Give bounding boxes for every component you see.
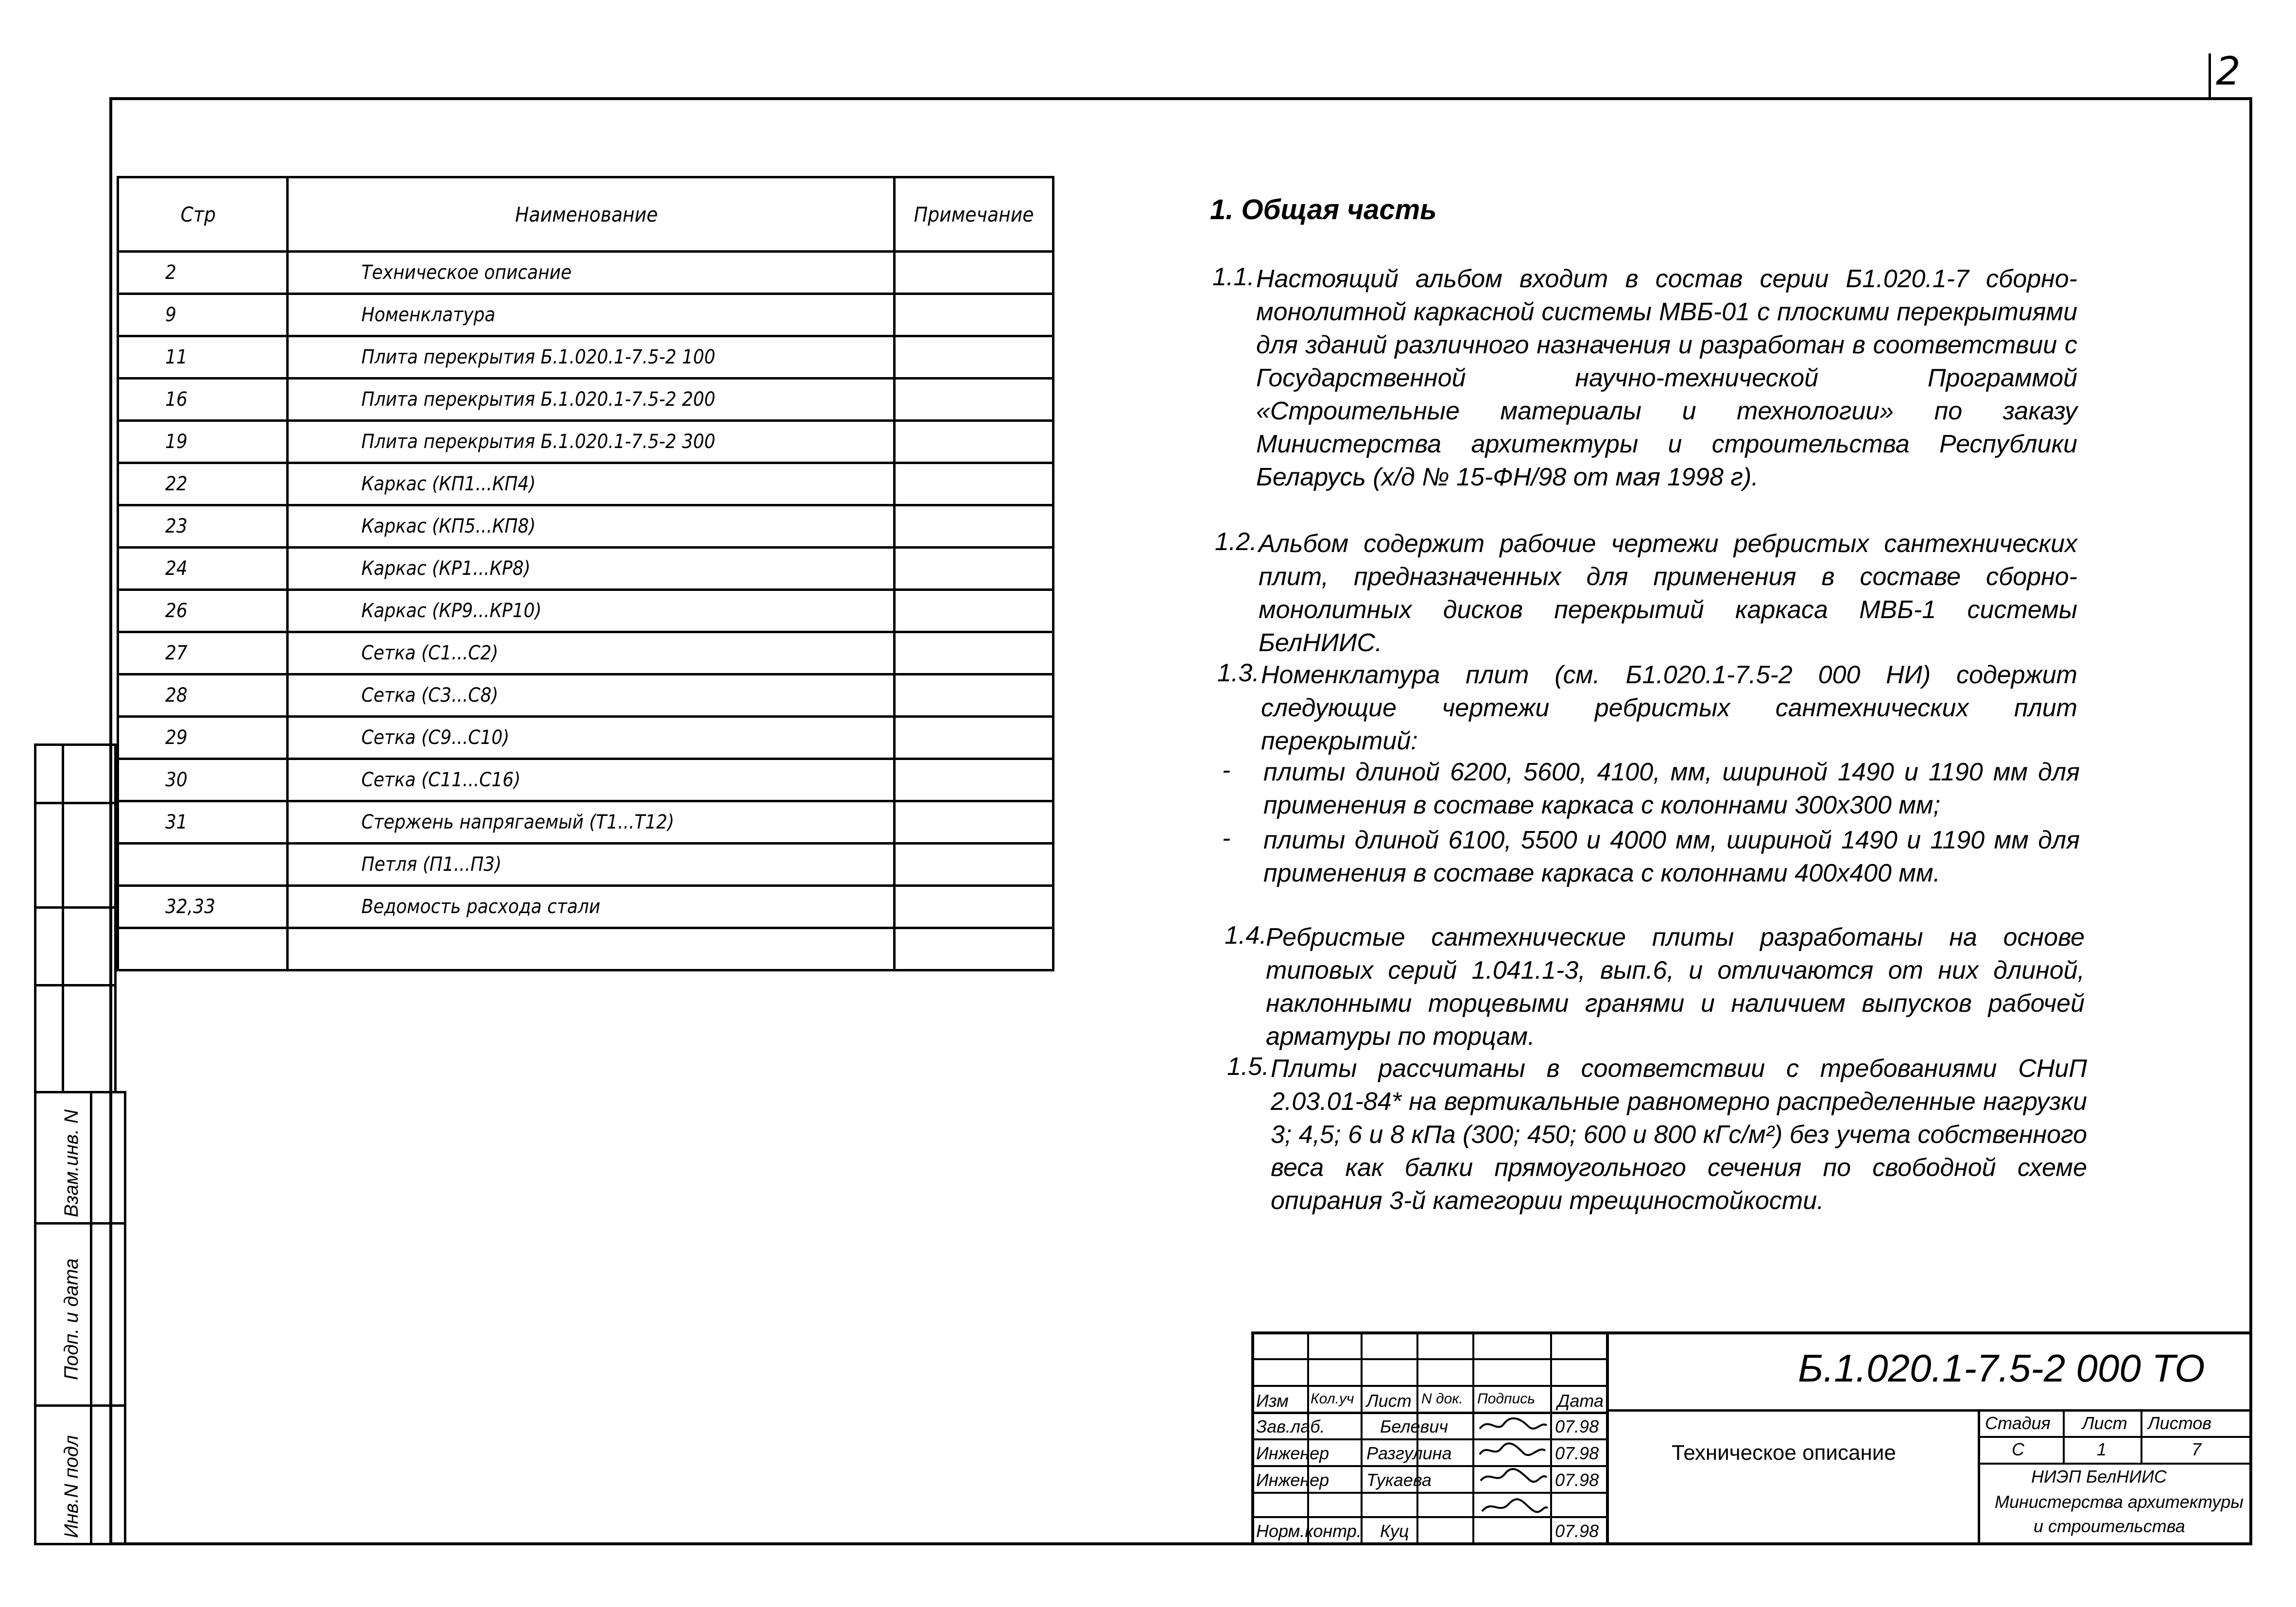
table-row — [118, 801, 1053, 844]
row-page: 11 — [118, 336, 288, 379]
row-name: Каркас (КП5...КП8) — [287, 505, 895, 548]
document-designation: Б.1.020.1-7.5-2 000 ТО — [1798, 1347, 2205, 1390]
table-row — [118, 632, 1053, 674]
person-name: Белевич — [1380, 1417, 1449, 1436]
row-page: 30 — [118, 759, 288, 801]
row-page: 27 — [118, 632, 288, 674]
org-line: Министерства архитектуры — [1995, 1492, 2244, 1512]
row-page — [118, 928, 288, 970]
row-page: 29 — [118, 717, 288, 759]
contents-header-row — [118, 177, 1053, 252]
row-note — [895, 463, 1053, 505]
row-note — [895, 801, 1053, 844]
contents-table — [117, 176, 1054, 971]
row-note — [895, 421, 1053, 463]
table-row — [118, 463, 1053, 505]
sheets-total-value: 7 — [2192, 1439, 2202, 1459]
header-name: Наименование — [287, 177, 895, 252]
list-item-300: плиты длиной 6200, 5600, 4100, мм, шириной 1490 и 1190 мм для применения в составе каркаса с колоннами 300х300 мм; — [1263, 758, 2080, 819]
paragraph-1-4: Ребристые сантехнические плиты разработаны на основе типовых серий 1.041.1-3, вып.6, и отличаются от них длиной, наклонными торцевыми гранями и наличием выпусков рабочей арматуры по торцам. — [1266, 923, 2085, 1051]
row-name: Номенклатура — [287, 294, 895, 336]
sheet-number-bar — [2209, 53, 2211, 100]
row-name: Каркас (КП1...КП4) — [287, 463, 895, 505]
row-note — [895, 590, 1053, 632]
row-page: 16 — [118, 379, 288, 421]
row-note — [895, 886, 1053, 928]
row-note — [895, 548, 1053, 590]
document-title: Техническое описание — [1672, 1441, 1896, 1465]
side-label-replace: Взам.инв. N — [61, 1109, 82, 1217]
table-row — [118, 505, 1053, 548]
row-page — [118, 844, 288, 886]
col-header: Подпись — [1477, 1391, 1535, 1407]
item-number: 1.2. — [1215, 528, 1257, 556]
row-note — [895, 252, 1053, 294]
sheet-value: 1 — [2097, 1439, 2107, 1459]
col-header: Кол.уч — [1311, 1391, 1354, 1407]
stage-value: С — [2012, 1439, 2024, 1459]
row-page: 23 — [118, 505, 288, 548]
table-row — [118, 886, 1053, 928]
stage-header: Стадия — [1985, 1413, 2051, 1433]
table-row — [118, 548, 1053, 590]
row-page: 32,33 — [118, 886, 288, 928]
row-page: 28 — [118, 674, 288, 717]
paragraph-1-5: Плиты рассчитаны в соответствии с требованиями СНиП 2.03.01-84* на вертикальные равномерно распределенные нагрузки 3; 4,5; 6 и 8 кПа (300; 450; 600 и 800 кГс/м²) без учета собственного веса как балки прямоугольного сечения по свободной схеме опирания 3-й категории трещиностойкости. — [1271, 1054, 2087, 1215]
org-line: и строительства — [2034, 1516, 2185, 1536]
list-dash: - — [1222, 756, 1231, 784]
table-row — [118, 717, 1053, 759]
col-header: Лист — [1366, 1391, 1412, 1411]
row-name: Сетка (С3...С8) — [287, 674, 895, 717]
row-name: Сетка (С11...С16) — [287, 759, 895, 801]
sign-date: 07.98 — [1555, 1417, 1599, 1436]
col-header: Изм — [1256, 1391, 1289, 1411]
person-name: Куц — [1380, 1521, 1409, 1541]
stage-header: Лист — [2082, 1413, 2127, 1433]
role-label: Инженер — [1256, 1443, 1329, 1463]
item-number: 1.3. — [1217, 659, 1260, 687]
table-row — [118, 590, 1053, 632]
table-row — [118, 379, 1053, 421]
row-page: 19 — [118, 421, 288, 463]
list-dash: - — [1222, 824, 1231, 852]
row-name: Каркас (КР1...КР8) — [287, 548, 895, 590]
paragraph-1-3: Номенклатура плит (см. Б1.020.1-7.5-2 000 НИ) содержит следующие чертежи ребристых сантехнических плит перекрытий: — [1261, 661, 2077, 755]
header-note: Примечание — [895, 177, 1053, 252]
paragraph-1-1: Настоящий альбом входит в состав серии Б1.020.1-7 сборно-монолитной каркасной системы МВБ-01 с плоскими перекрытиями для зданий различного назначения и разработан в соответствии с Государственной научно-технической Программой «Строительные материалы и технологии» по заказу Министерства архитектуры и строительства Республики Беларусь (х/д № 15-ФН/98 от мая 1998 г). — [1256, 265, 2077, 491]
item-number: 1.4. — [1225, 921, 1267, 950]
row-note — [895, 632, 1053, 674]
role-label: Норм.контр. — [1256, 1521, 1362, 1541]
item-number: 1.1. — [1212, 263, 1255, 291]
row-name: Техническое описание — [287, 252, 895, 294]
role-label: Инженер — [1256, 1470, 1329, 1490]
row-page: 31 — [118, 801, 288, 844]
section-heading: 1. Общая часть — [1210, 194, 1437, 225]
row-page: 2 — [118, 252, 288, 294]
row-note — [895, 674, 1053, 717]
side-label-sign-date: Подп. и дата — [61, 1258, 82, 1380]
table-row — [118, 928, 1053, 970]
item-number: 1.5. — [1227, 1053, 1269, 1081]
person-name: Разгулина — [1366, 1443, 1452, 1463]
paragraph-1-2: Альбом содержит рабочие чертежи ребристых сантехнических плит, предназначенных для применения в составе сборно-монолитных дисков перекрытий каркаса МВБ-1 системы БелНИИС. — [1259, 530, 2077, 657]
table-row — [118, 336, 1053, 379]
row-name: Сетка (С1...С2) — [287, 632, 895, 674]
header-page: Стр — [118, 177, 288, 252]
sign-date: 07.98 — [1555, 1521, 1599, 1541]
table-row — [118, 294, 1053, 336]
row-name — [287, 928, 895, 970]
row-name: Ведомость расхода стали — [287, 886, 895, 928]
row-name: Плита перекрытия Б.1.020.1-7.5-2 200 — [287, 379, 895, 421]
row-name: Петля (П1...П3) — [287, 844, 895, 886]
org-line: НИЭП БелНИИС — [2031, 1467, 2167, 1486]
row-note — [895, 717, 1053, 759]
side-label-inv-number: Инв.N подл — [61, 1435, 82, 1538]
row-name: Плита перекрытия Б.1.020.1-7.5-2 300 — [287, 421, 895, 463]
row-note — [895, 336, 1053, 379]
row-page: 22 — [118, 463, 288, 505]
row-name: Сетка (С9...С10) — [287, 717, 895, 759]
col-header: N док. — [1421, 1391, 1463, 1407]
row-note — [895, 379, 1053, 421]
row-note — [895, 294, 1053, 336]
col-header: Дата — [1557, 1391, 1604, 1411]
stage-header: Листов — [2148, 1413, 2212, 1433]
row-name: Каркас (КР9...КР10) — [287, 590, 895, 632]
table-row — [118, 674, 1053, 717]
table-row — [118, 844, 1053, 886]
row-name: Плита перекрытия Б.1.020.1-7.5-2 100 — [287, 336, 895, 379]
row-note — [895, 759, 1053, 801]
signature-scribbles — [1475, 1412, 1550, 1521]
table-row — [118, 252, 1053, 294]
table-row — [118, 759, 1053, 801]
list-item-400: плиты длиной 6100, 5500 и 4000 мм, шириной 1490 и 1190 мм для применения в составе каркаса с колоннами 400х400 мм. — [1263, 826, 2080, 887]
role-label: Зав.лаб. — [1256, 1417, 1325, 1436]
row-note — [895, 505, 1053, 548]
row-name: Стержень напрягаемый (Т1...Т12) — [287, 801, 895, 844]
row-page: 9 — [118, 294, 288, 336]
table-row — [118, 421, 1053, 463]
row-page: 24 — [118, 548, 288, 590]
sheet-corner-number: 2 — [2216, 49, 2241, 94]
side-strip-upper — [34, 743, 117, 1093]
row-note — [895, 928, 1053, 970]
sign-date: 07.98 — [1555, 1470, 1599, 1490]
sign-date: 07.98 — [1555, 1443, 1599, 1463]
row-note — [895, 844, 1053, 886]
row-page: 26 — [118, 590, 288, 632]
person-name: Тукаева — [1366, 1470, 1432, 1490]
